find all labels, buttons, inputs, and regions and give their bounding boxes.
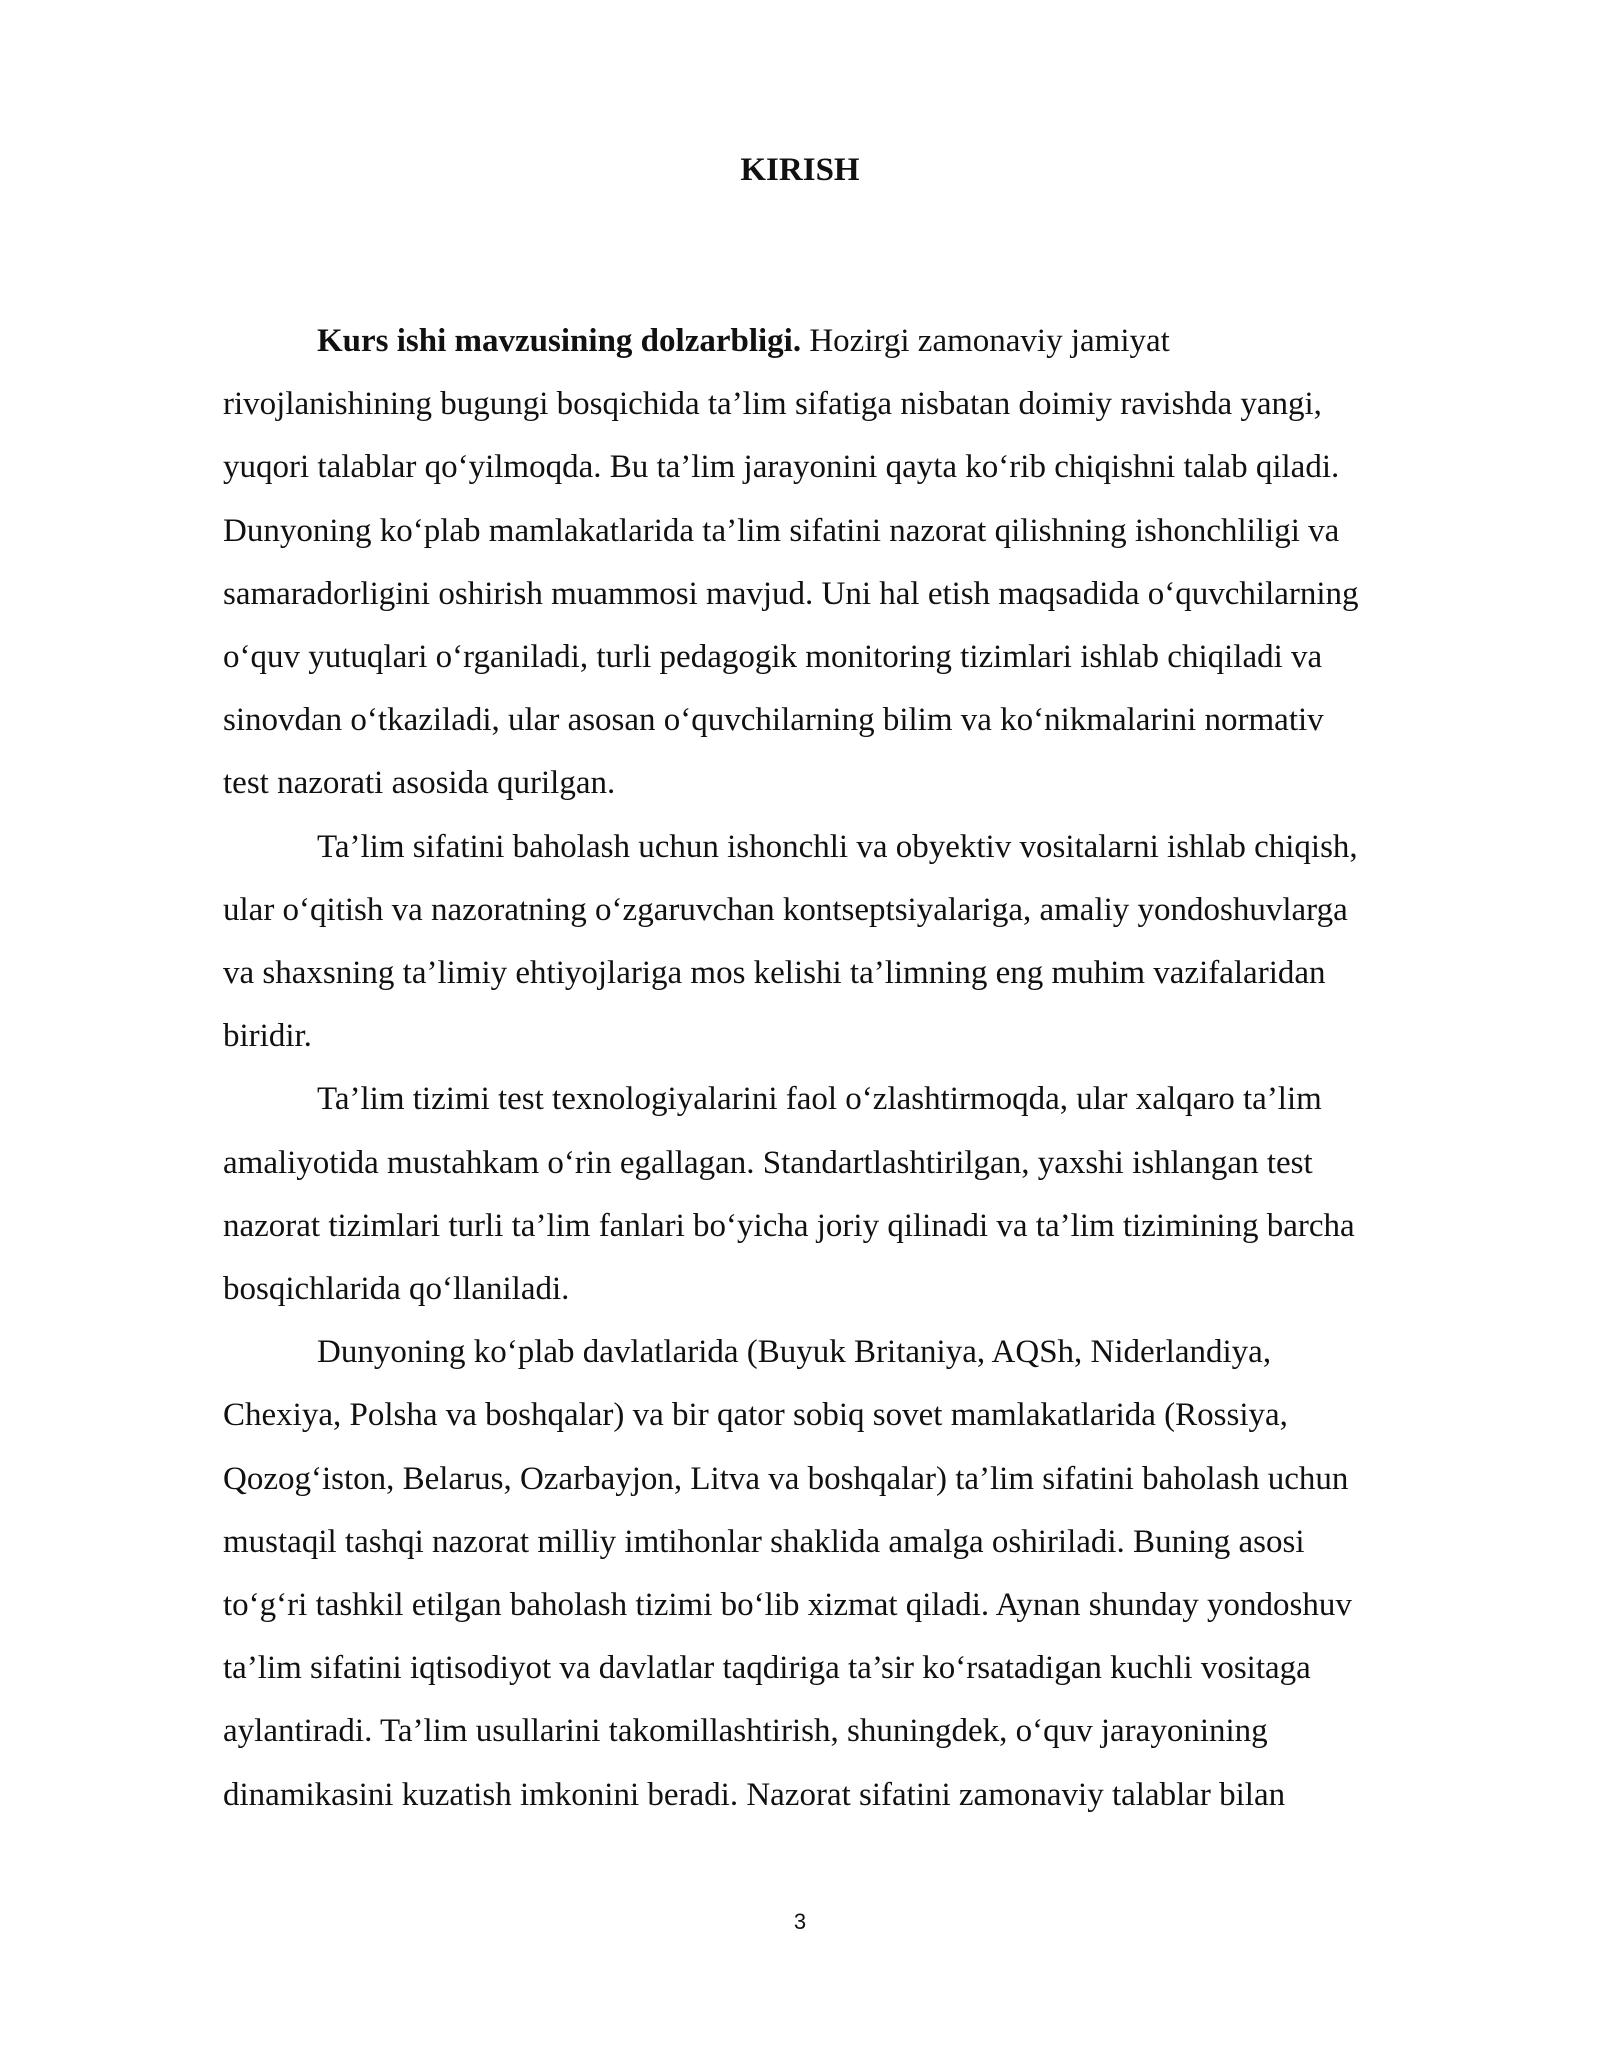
document-body [223,310,1487,1827]
paragraph-line: va shaxsning ta’limiy ehtiyojlariga mos kelishi ta’limning eng muhim vazifalaridan [223,955,1326,992]
paragraph-line: Chexiya, Polsha va boshqalar) va bir qator sobiq sovet mamlakatlarida (Rossiya, [223,1397,1288,1434]
paragraph-line: o‘quv yutuqlari o‘rganiladi, turli pedagogik monitoring tizimlari ishlab chiqiladi va [223,639,1323,676]
paragraph-line: Dunyoning ko‘plab mamlakatlarida ta’lim sifatini nazorat qilishning ishonchliligi va [223,512,1340,549]
paragraph-line [223,310,1487,373]
paragraph-line: amaliyotida mustahkam o‘rin egallagan. Standartlashtirilgan, yaxshi ishlangan test [223,1144,1313,1181]
paragraph-2 [223,816,1487,1069]
paragraph-line: ta’lim sifatini iqtisodiyot va davlatlar taqdiriga ta’sir ko‘rsatadigan kuchli vositaga [223,1650,1311,1687]
paragraph-line: Ta’lim tizimi test texnologiyalarini faol o‘zlashtirmoqda, ular xalqaro ta’lim [317,1081,1322,1118]
paragraph-line: test nazorati asosida qurilgan. [223,765,616,802]
paragraph-4 [223,1321,1487,1827]
paragraph-line: Dunyoning ko‘plab davlatlarida (Buyuk Britaniya, AQSh, Niderlandiya, [317,1334,1272,1371]
paragraph-line: Ta’lim sifatini baholash uchun ishonchli va obyektiv vositalarni ishlab chiqish, [317,828,1358,865]
paragraph-1 [223,310,1487,816]
paragraph-line: bosqichlarida qo‘llaniladi. [223,1271,570,1308]
paragraph-line: to‘g‘ri tashkil etilgan baholash tizimi bo‘lib xizmat qiladi. Aynan shunday yondoshuv [223,1587,1352,1624]
paragraph-line: dinamikasini kuzatish imkonini beradi. Nazorat sifatini zamonaviy talablar bilan [223,1776,1286,1813]
paragraph-lead: Kurs ishi mavzusining dolzarbligi. [317,323,802,359]
paragraph-3 [223,1068,1487,1321]
paragraph-line: yuqori talablar qo‘yilmoqda. Bu ta’lim jarayonini qayta ko‘rib chiqishni talab qiladi. [223,449,1340,486]
paragraph-line: nazorat tizimlari turli ta’lim fanlari bo‘yicha joriy qilinadi va ta’lim tizimining barcha [223,1207,1355,1244]
paragraph-line: biridir. [223,1018,312,1055]
paragraph-line: aylantiradi. Ta’lim usullarini takomillashtirish, shuningdek, o‘quv jarayonining [223,1713,1268,1750]
page-title: KIRISH [740,152,860,188]
paragraph-line: rivojlanishining bugungi bosqichida ta’lim sifatiga nisbatan doimiy ravishda yangi, [223,386,1322,423]
paragraph-line-text: Hozirgi zamonaviy jamiyat [801,323,1170,359]
paragraph-line: sinovdan o‘tkaziladi, ular asosan o‘quvchilarning bilim va ko‘nikmalarini normativ [223,702,1324,739]
paragraph-line: samaradorligini oshirish muammosi mavjud. Uni hal etish maqsadida o‘quvchilarning [223,575,1359,612]
paragraph-line: ular o‘qitish va nazoratning o‘zgaruvchan kontseptsiyalariga, amaliy yondoshuvlarga [223,891,1348,928]
paragraph-line: mustaqil tashqi nazorat milliy imtihonlar shaklida amalga oshiriladi. Buning asosi [223,1523,1305,1560]
page-number: 3 [793,1909,807,1934]
paragraph-line: Qozog‘iston, Belarus, Ozarbayjon, Litva va boshqalar) ta’lim sifatini baholash uchun [223,1460,1349,1497]
